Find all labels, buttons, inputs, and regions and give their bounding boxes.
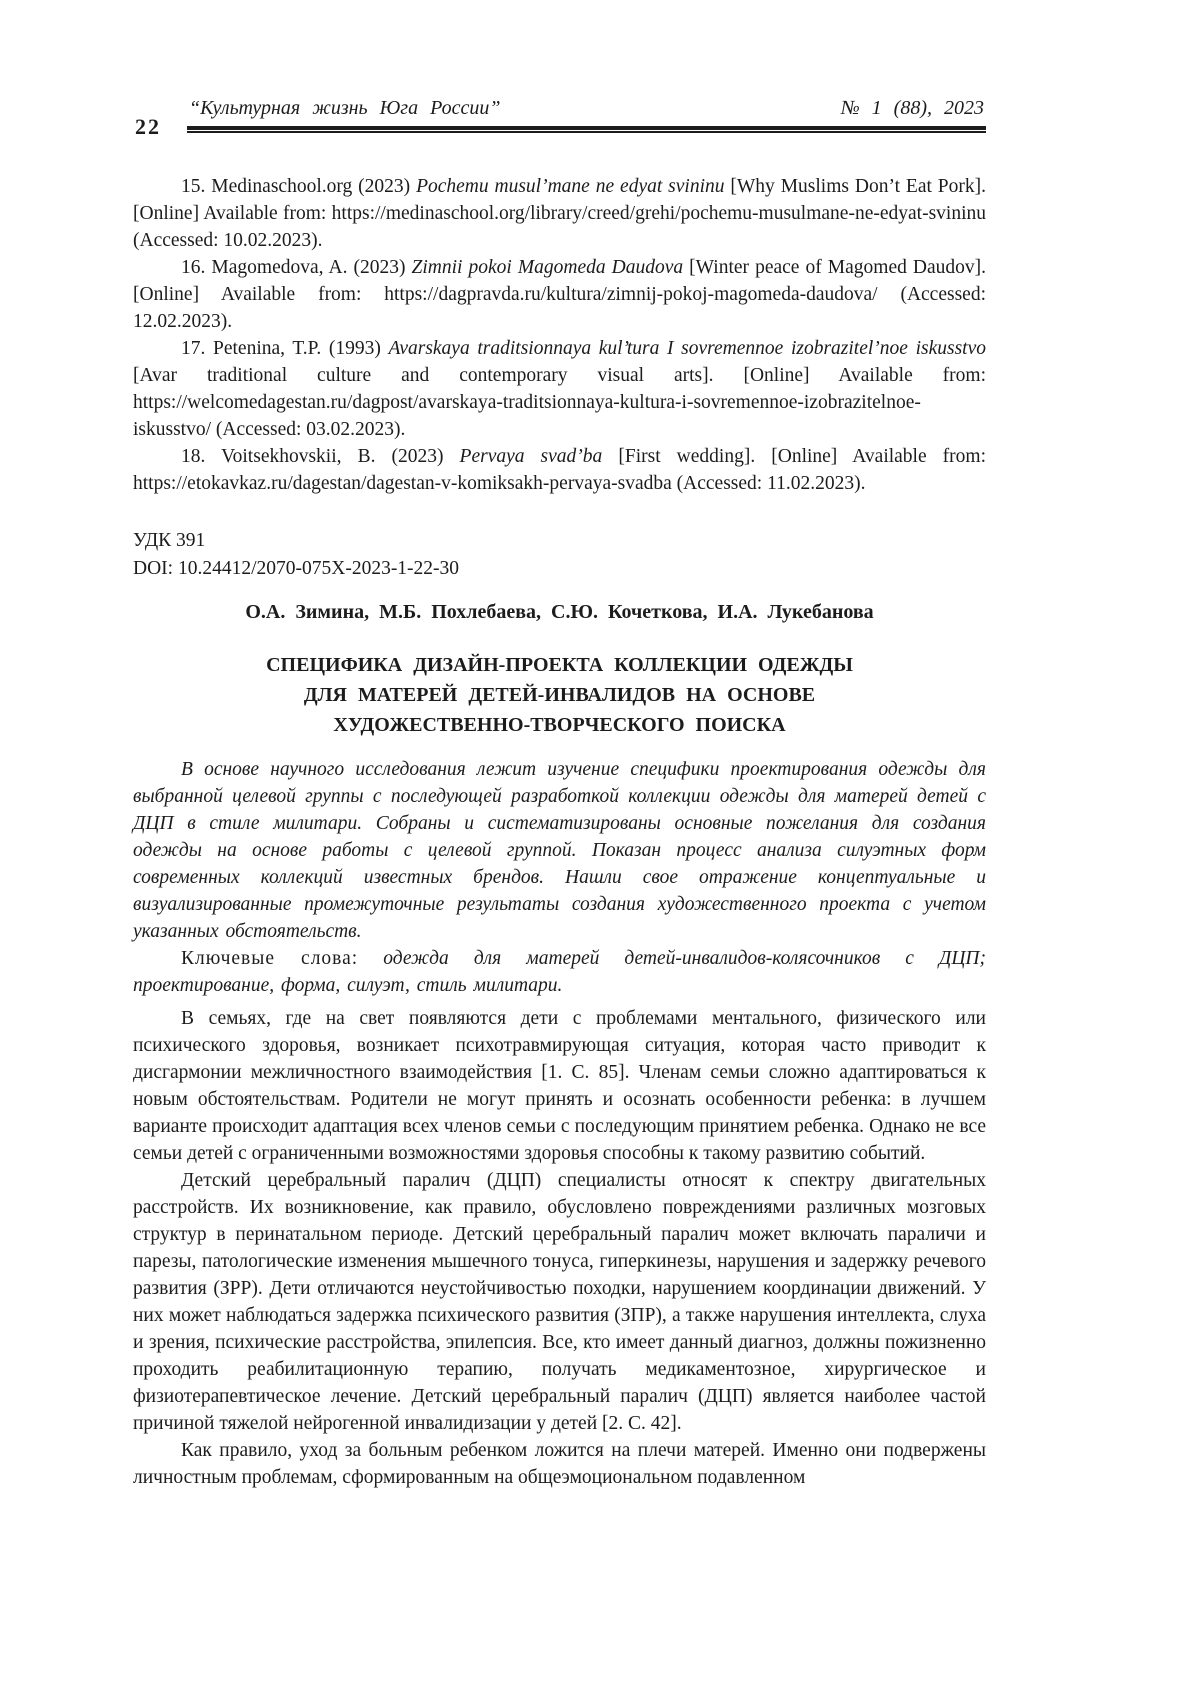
reference-item bbox=[133, 443, 986, 497]
article-title-line: ДЛЯ МАТЕРЕЙ ДЕТЕЙ-ИНВАЛИДОВ НА ОСНОВЕ bbox=[303, 684, 816, 706]
reference-title: Avarskaya traditsionnaya kul’tura I sovremennoe izobrazitel’noe iskusstvo bbox=[388, 338, 986, 359]
reference-text: [Winter peace of Magomed Daudov]. [Online] Available from: https://dagpravda.ru/kultura/zimnij-pokoj-magomeda-daudova/ (Accessed: 12.02.2023). bbox=[133, 257, 987, 332]
keywords-label: Ключевые слова: bbox=[181, 948, 359, 969]
udk-code: УДК 391 bbox=[133, 530, 206, 551]
reference-text: [Why Muslims Don’t Eat Pork]. [Online] Available from: https://medinaschool.org/library/creed/grehi/pochemu-musulmane-ne-edyat-svininu (Accessed: 10.02.2023). bbox=[133, 176, 986, 251]
reference-item bbox=[133, 254, 986, 335]
reference-list bbox=[133, 173, 986, 497]
reference-text: [Avar traditional culture and contemporary visual arts]. [Online] Available from: https://welcomedagestan.ru/dagpost/avarskaya-traditsionnaya-kultura-i-sovremennoe-izobrazitelnoe-iskusstvo/ (Accessed: 03.02.2023). bbox=[133, 365, 986, 440]
article-title-line: СПЕЦИФИКА ДИЗАЙН-ПРОЕКТА КОЛЛЕКЦИИ ОДЕЖДЫ bbox=[266, 654, 853, 676]
authors-line: О.А. Зимина, М.Б. Похлебаева, С.Ю. Кочеткова, И.А. Лукебанова bbox=[245, 601, 874, 623]
reference-title: Zimnii pokoi Magomeda Daudova bbox=[411, 257, 684, 278]
article-meta bbox=[133, 527, 986, 583]
article-title bbox=[133, 650, 986, 740]
reference-text: 18. Voitsekhovskii, B. (2023) bbox=[181, 446, 460, 467]
page-header bbox=[133, 97, 986, 139]
journal-title: “Культурная жизнь Юга России” bbox=[189, 97, 501, 119]
body-paragraph: Как правило, уход за больным ребенком ложится на плечи матерей. Именно они подвержены личностным проблемам, сформированным на общеэмоциональном подавленном bbox=[133, 1440, 986, 1488]
reference-item bbox=[133, 173, 986, 254]
article-body bbox=[133, 1005, 986, 1491]
reference-title: Pervaya svad’ba bbox=[459, 446, 603, 467]
page-content bbox=[133, 0, 986, 1491]
page-number: 22 bbox=[135, 114, 161, 139]
issue-info: № 1 (88), 2023 bbox=[840, 97, 984, 119]
abstract-section bbox=[133, 756, 986, 999]
doi-code: DOI: 10.24412/2070-075X-2023-1-22-30 bbox=[133, 558, 460, 579]
header-rule bbox=[187, 126, 986, 133]
reference-text: 17. Petenina, T.P. (1993) bbox=[181, 338, 389, 359]
running-head bbox=[133, 97, 986, 126]
body-paragraph: В семьях, где на свет появляются дети с проблемами ментального, физического или психического здоровья, возникает психотравмирующая ситуация, которая часто приводит к дисгармонии межличностного взаимодействия [1. С. 85]. Членам семьи сложно адаптироваться к новым обстоятельствам. Родители не могут принять и осознать особенности ребенка: в лучшем варианте происходит адаптация всех членов семьи с последующим принятием ребенка. Однако не все семьи детей с ограниченными возможностями здоровья способны к такому развитию событий. bbox=[133, 1008, 986, 1164]
keywords-text: одежда для матерей детей-инвалидов-колясочников с ДЦП; проектирование, форма, силуэт, стиль милитари. bbox=[133, 948, 986, 996]
reference-title: Pochemu musul’mane ne edyat svininu bbox=[416, 176, 725, 197]
abstract-paragraph: В основе научного исследования лежит изучение специфики проектирования одежды для выбранной целевой группы с последующей разработкой коллекции одежды для матерей детей с ДЦП в стиле милитари. Собраны и систематизированы основные пожелания для создания одежды на основе работы с целевой группой. Показан процесс анализа силуэтных форм современных коллекций известных брендов. Нашли свое отражение концептуальные и визуализированные промежуточные результаты создания художественного проекта с учетом указанных обстоятельств. bbox=[133, 759, 986, 942]
reference-text: [First wedding]. [Online] Available from: https://etokavkaz.ru/dagestan/dagestan-v-komiksakh-pervaya-svadba (Accessed: 11.02.2023). bbox=[133, 446, 987, 494]
reference-text: 15. Medinaschool.org (2023) bbox=[181, 176, 417, 197]
reference-text: 16. Magomedova, A. (2023) bbox=[181, 257, 412, 278]
reference-item bbox=[133, 335, 986, 443]
body-paragraph: Детский церебральный паралич (ДЦП) специалисты относят к спектру двигательных расстройств. Их возникновение, как правило, обусловлено повреждениями различных мозговых структур в перинатальном периоде. Детский церебральный паралич может включать параличи и парезы, патологические изменения мышечного тонуса, гиперкинезы, нарушения и задержку речевого развития (ЗРР). Дети отличаются неустойчивостью походки, нарушением координации движений. У них может наблюдаться задержка психического развития (ЗПР), а также нарушения интеллекта, слуха и зрения, психические расстройства, эпилепсия. Все, кто имеет данный диагноз, должны пожизненно проходить реабилитационную терапию, получать медикаментозное, хирургическое и физиотерапевтическое лечение. Детский церебральный паралич (ДЦП) является наиболее частой причиной тяжелой нейрогенной инвалидизации у детей [2. С. 42]. bbox=[133, 1170, 986, 1434]
article-title-line: ХУДОЖЕСТВЕННО-ТВОРЧЕСКОГО ПОИСКА bbox=[333, 714, 786, 736]
keywords-paragraph bbox=[133, 945, 986, 999]
